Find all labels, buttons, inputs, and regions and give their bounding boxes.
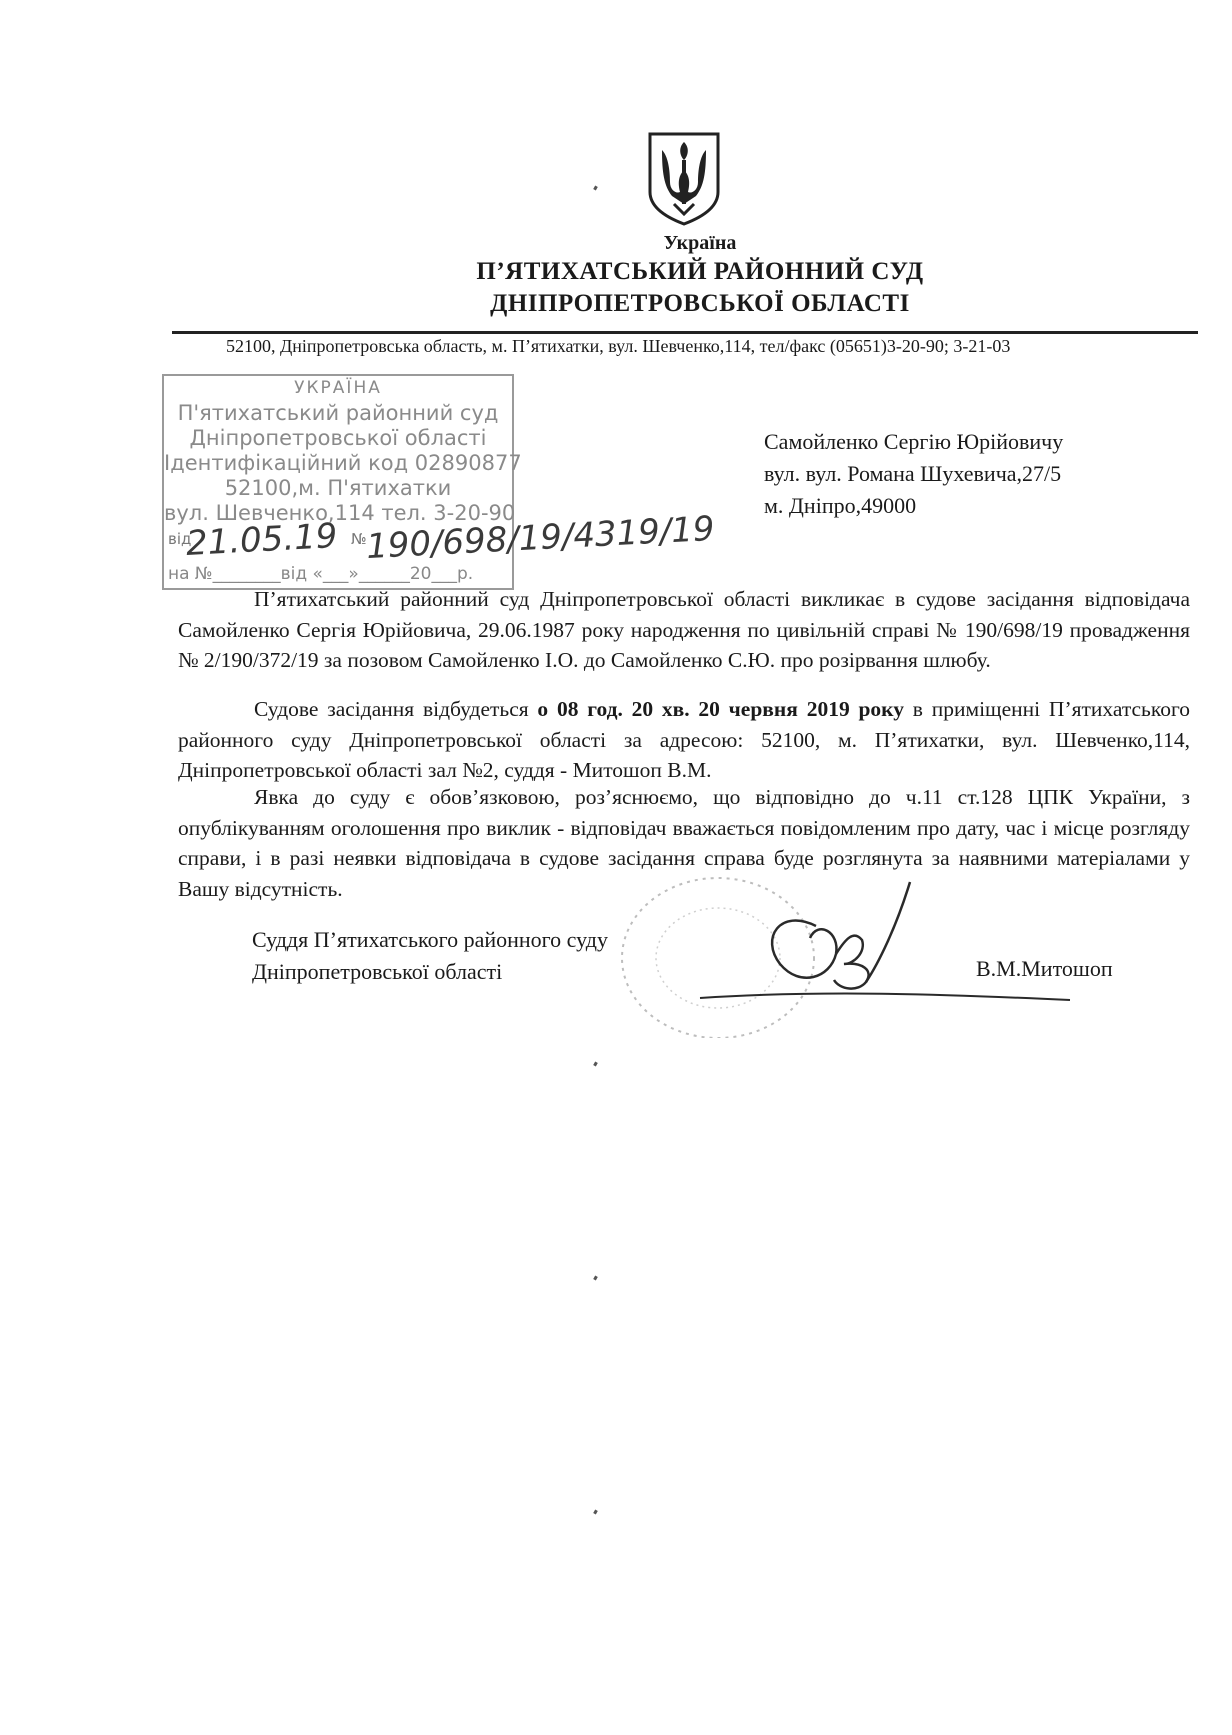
- stamp-date-prefix: від: [168, 530, 192, 548]
- hearing-datetime: о 08 год. 20 хв. 20 червня 2019 року: [537, 697, 905, 721]
- paragraph-hearing: [178, 694, 1190, 786]
- scan-speck: [593, 1276, 598, 1281]
- scan-speck: [593, 186, 598, 191]
- scan-speck: [593, 1062, 598, 1067]
- judge-signature: [640, 868, 1080, 1018]
- scan-speck: [593, 1510, 598, 1515]
- stamp-line-region: Дніпропетровської області: [189, 426, 487, 450]
- stamp-line-court: П'ятихатський районний суд: [177, 401, 499, 425]
- judge-title-block: [252, 924, 608, 988]
- stamp-line-code: Ідентифікаційний код 02890877: [164, 451, 522, 475]
- hearing-text-start: Судове засідання відбудеться: [254, 697, 538, 721]
- stamp-reference-row: на №________від «___»______20___р.: [168, 564, 474, 584]
- recipient-city: м. Дніпро,49000: [764, 493, 917, 518]
- handwritten-number: 190/698/19/4319/19: [365, 508, 716, 568]
- court-address: 52100, Дніпропетровська область, м. П’ятихатки, вул. Шевченко,114, тел/факс (05651)3-20-90; 3-21-03: [226, 336, 1011, 356]
- judge-title-line2: Дніпропетровської області: [252, 959, 503, 984]
- stamp-line-city: 52100,м. П'ятихатки: [224, 476, 452, 500]
- recipient-block: [764, 426, 1063, 522]
- paragraph-attendance: Явка до суду є обов’язковою, роз’яснюємо, що відповідно до ч.11 ст.128 ЦПК України, з опублікуванням оголошення про виклик - відповідач вважається повідомленим про дату, час і місце розгляду справи, і в разі неявки відповідача в судове засідання справа буде розглянута за наявними матеріалами у Вашу відсутність.: [178, 785, 1190, 901]
- court-title: П’ЯТИХАТСЬКИЙ РАЙОННИЙ СУД: [476, 258, 924, 285]
- judge-title-line1: Суддя П’ятихатського районного суду: [252, 927, 608, 952]
- paragraph-summons: П’ятихатський районний суд Дніпропетровської області викликає в судове засідання відповідача Самойленко Сергія Юрійовича, 29.06.1987 року народження по цивільній справі № 190/698/19 провадження № 2/190/372/19 за позовом Самойленко І.О. до Самойленко С.Ю. про розірвання шлюбу.: [178, 587, 1190, 672]
- stamp-line-country: УКРАЇНА: [294, 378, 382, 398]
- recipient-street: вул. вул. Романа Шухевича,27/5: [764, 461, 1062, 486]
- judge-name: В.М.Митошоп: [976, 956, 1113, 981]
- header-divider: [172, 331, 1198, 334]
- region-title: ДНІПРОПЕТРОВСЬКОЇ ОБЛАСТІ: [490, 290, 910, 317]
- stamp-line-street: вул. Шевченко,114 тел. 3-20-90: [164, 501, 516, 525]
- hearing-text-end: в приміщенні П’ятихатського районного суду Дніпропетровської області за адресою: 52100, м. П’ятихатки, вул. Шевченко,114, Дніпропетровської області зал №2, суддя - Митошоп В.М.: [178, 697, 1190, 782]
- stamp-number-prefix: №: [350, 530, 367, 548]
- handwritten-date: 21.05.19: [185, 516, 339, 564]
- country-title: Україна: [663, 232, 737, 254]
- recipient-name: Самойленко Сергію Юрійовичу: [764, 429, 1064, 454]
- trident-emblem-icon: [644, 130, 724, 226]
